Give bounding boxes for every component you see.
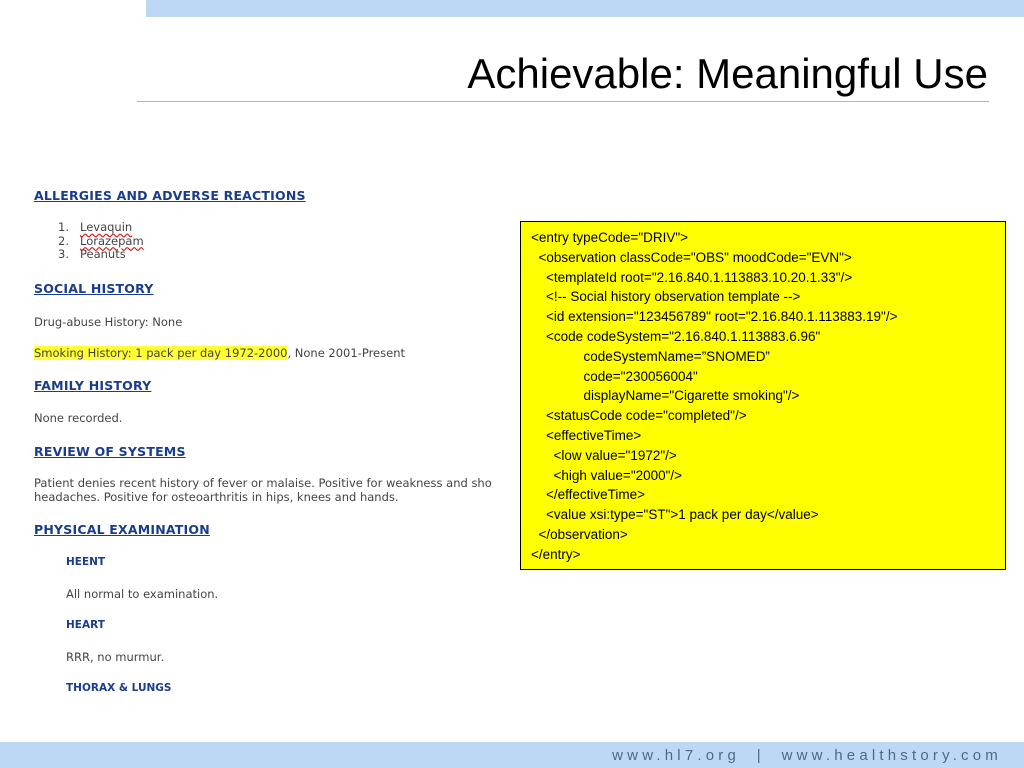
review-line-2: headaches. Positive for osteoarthritis in hips, knees and hands. [34,490,399,504]
allergies-heading: ALLERGIES AND ADVERSE REACTIONS [34,188,306,203]
list-item [58,235,144,249]
review-line-1: Patient denies recent history of fever or malaise. Positive for weakness and sho [34,476,492,490]
heent-text: All normal to examination. [66,587,219,601]
code-line: codeSystemName=”SNOMED” [531,348,770,364]
code-line: </entry> [531,546,581,562]
smoking-highlight: Smoking History: 1 pack per day 1972-2000 [34,346,288,360]
footer-links: www.hl7.org | www.healthstory.com [612,747,1002,764]
thorax-lungs-label: THORAX & LUNGS [66,682,172,694]
list-number: 3. [58,247,69,261]
code-line: displayName="Cigarette smoking"/> [531,388,800,404]
code-line: <statusCode code="completed"/> [531,408,747,424]
heart-label: HEART [66,619,105,631]
smoking-rest: , None 2001-Present [287,346,405,360]
code-line: <templateId root="2.16.840.1.113883.10.20.1.33"/> [531,269,853,285]
code-line: code="230056004" [531,368,698,384]
social-history-heading: SOCIAL HISTORY [34,281,154,296]
code-line: <low value="1972"/> [531,447,677,463]
code-line: <!-- Social history observation template --> [531,289,801,305]
code-line: <id extension="123456789" root="2.16.840.1.113883.19"/> [531,309,898,325]
code-line: </observation> [531,526,628,542]
code-line: <entry typeCode="DRIV"> [531,230,689,245]
heent-label: HEENT [66,556,106,568]
heart-text: RRR, no murmur. [66,650,165,664]
list-item [58,248,144,262]
family-history-heading: FAMILY HISTORY [34,378,152,393]
code-line: </effectiveTime> [531,487,646,503]
clinical-document-screenshot [34,0,534,740]
code-line: <observation classCode="OBS" moodCode="EVN"> [531,249,852,265]
slide-title: Achievable: Meaningful Use [467,50,988,97]
allergies-list [58,221,144,262]
list-item-text: Levaquin [80,220,133,234]
list-item-text: Peanuts [80,247,126,261]
code-line: <value xsi:type="ST">1 pack per day</value> [531,507,819,523]
list-number: 1. [58,220,69,234]
xml-code-box [520,221,1006,570]
review-of-systems-heading: REVIEW OF SYSTEMS [34,444,186,459]
list-item-text: Lorazepam [80,233,144,248]
physical-exam-heading: PHYSICAL EXAMINATION [34,522,210,537]
code-line: <high value="2000"/> [531,467,683,483]
code-line: <code codeSystem="2.16.840.1.113883.6.96" [531,328,821,344]
list-item [58,221,144,235]
smoking-history-text [34,346,405,360]
family-history-text: None recorded. [34,411,123,425]
list-number: 2. [58,233,69,248]
code-line: <effectiveTime> [531,427,642,443]
drug-abuse-text: Drug-abuse History: None [34,315,183,329]
